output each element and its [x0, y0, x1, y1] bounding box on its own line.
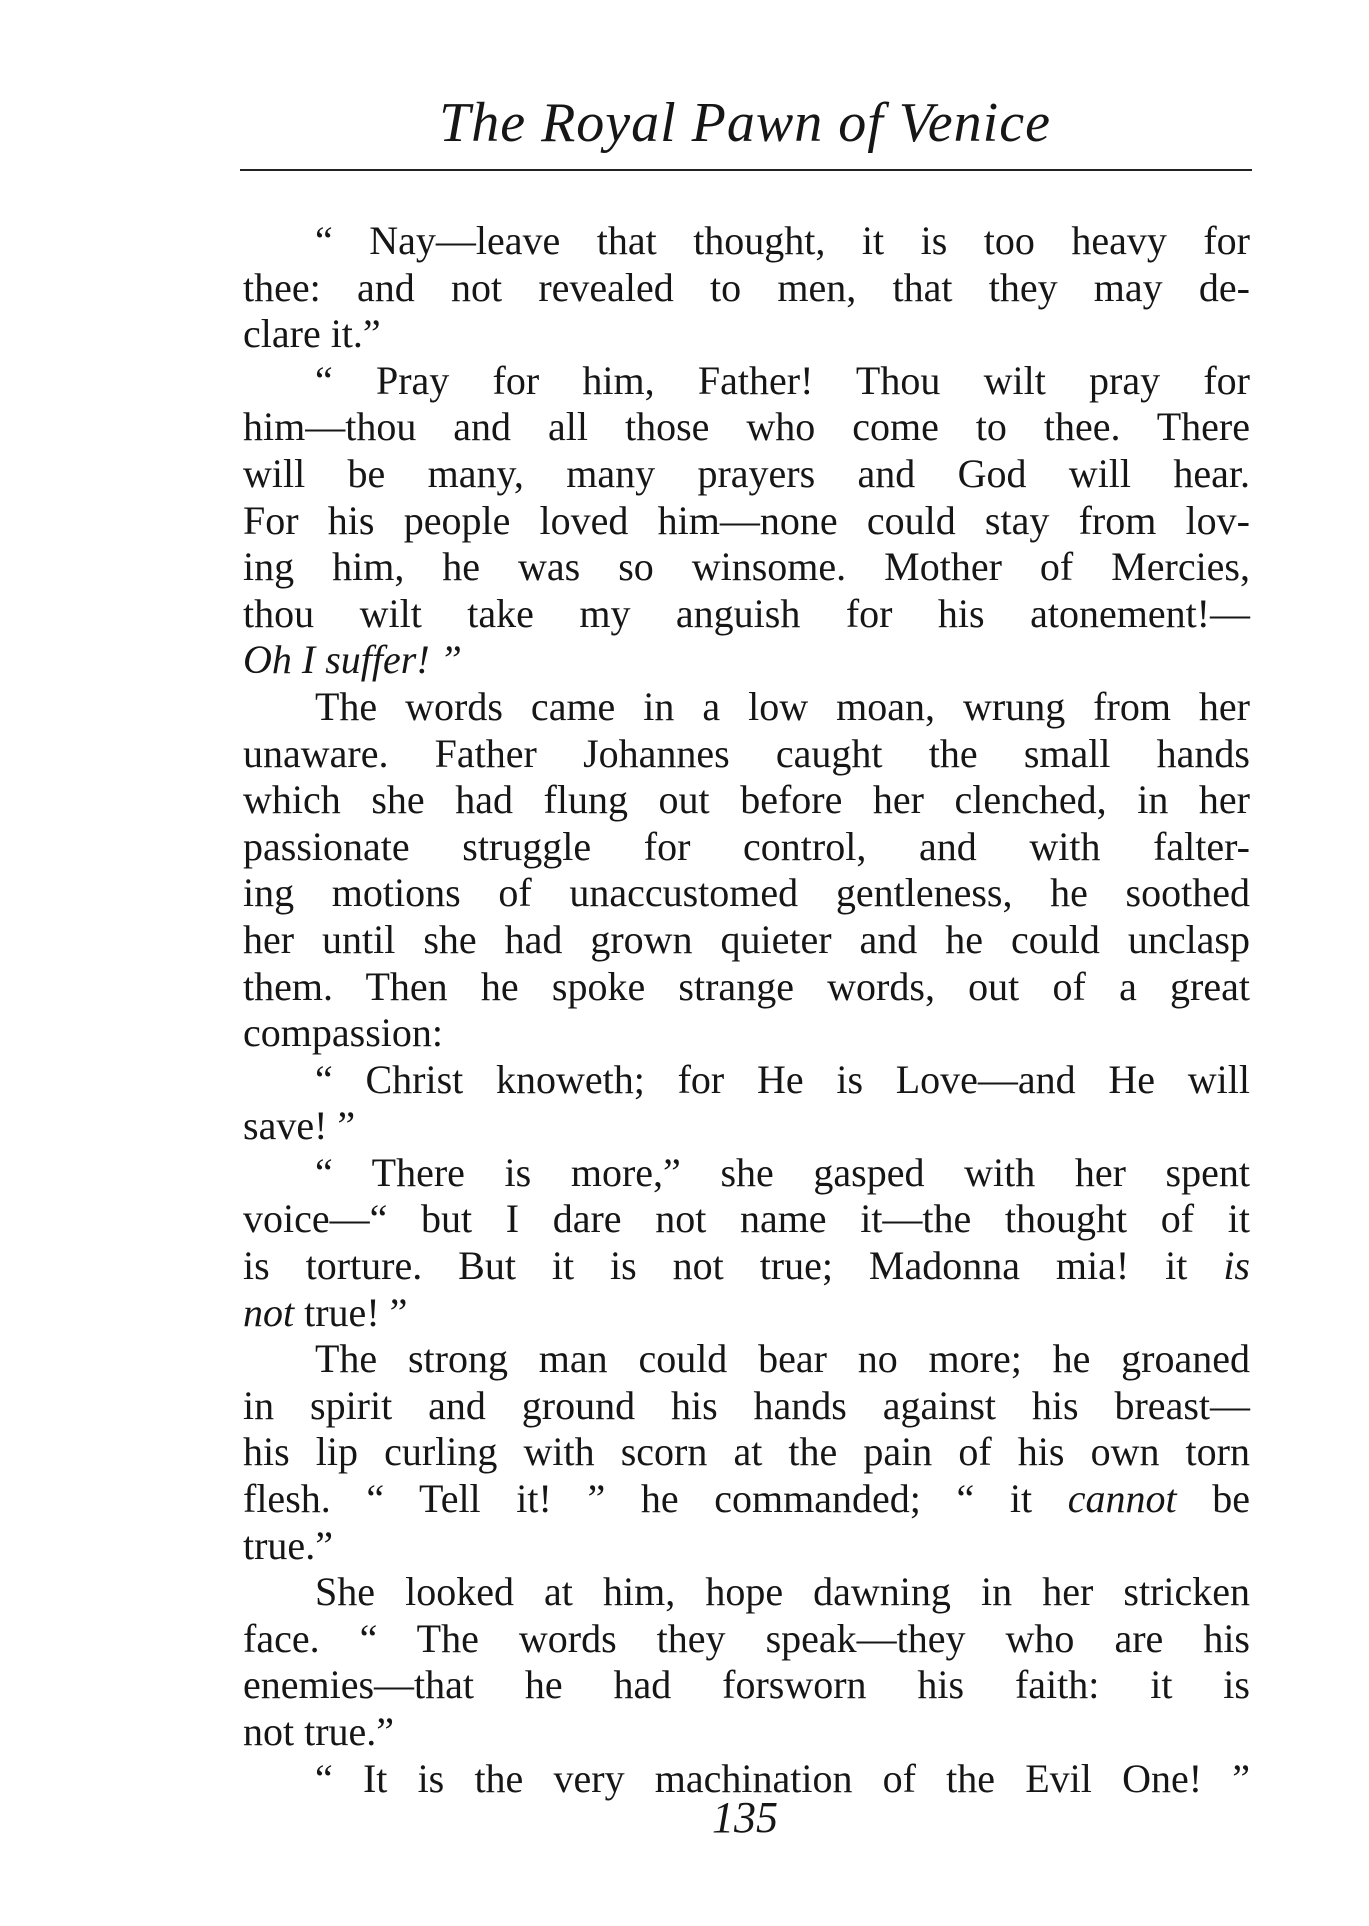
text-line: his lip curling with scorn at the pain of his own torn: [243, 1429, 1250, 1475]
header-rule: [240, 169, 1252, 171]
text-line: her until she had grown quieter and he could unclasp: [243, 916, 1250, 962]
text-line: voice—“ but I dare not name it—the thought of it: [243, 1196, 1250, 1242]
text-line: The strong man could bear no more; he groaned: [315, 1336, 1250, 1382]
text-line: “ There is more,” she gasped with her spent: [315, 1149, 1250, 1195]
running-head-title: The Royal Pawn of Venice: [439, 92, 1051, 154]
text-line: compassion:: [243, 1010, 443, 1056]
text-line: not true! ”: [243, 1289, 408, 1335]
text-line: passionate struggle for control, and with falter-: [243, 823, 1250, 869]
text-line: ing motions of unaccustomed gentleness, he soothed: [243, 870, 1250, 916]
text-line: true.”: [243, 1522, 333, 1568]
text-line: “ Nay—leave that thought, it is too heavy for: [315, 218, 1250, 263]
text-line: in spirit and ground his hands against his breast—: [243, 1382, 1250, 1428]
text-line: Oh I suffer! ”: [243, 637, 462, 683]
text-line: not true.”: [243, 1709, 395, 1754]
text-line: unaware. Father Johannes caught the small hands: [243, 730, 1250, 776]
text-line: is torture. But it is not true; Madonna mia! it is: [243, 1243, 1250, 1289]
text-line: “ Pray for him, Father! Thou wilt pray for: [315, 357, 1250, 403]
text-line: ing him, he was so winsome. Mother of Mercies,: [243, 544, 1250, 590]
text-line: save! ”: [243, 1103, 356, 1149]
text-line: For his people loved him—none could stay from lov-: [243, 497, 1250, 543]
text-line: She looked at him, hope dawning in her stricken: [315, 1569, 1250, 1615]
text-line: will be many, many prayers and God will hear.: [243, 450, 1250, 496]
text-line: The words came in a low moan, wrung from her: [315, 683, 1250, 729]
body-text: [243, 218, 1250, 1802]
text-line: him—thou and all those who come to thee. There: [243, 404, 1250, 450]
text-line: them. Then he spoke strange words, out of a great: [243, 963, 1250, 1009]
text-line: face. “ The words they speak—they who are his: [243, 1615, 1250, 1661]
text-line: “ It is the very machination of the Evil One! ”: [315, 1755, 1250, 1801]
text-line: which she had flung out before her clenched, in her: [243, 777, 1250, 823]
text-line: flesh. “ Tell it! ” he commanded; “ it cannot be: [243, 1476, 1250, 1522]
text-line: thee: and not revealed to men, that they may de-: [243, 264, 1250, 310]
text-line: enemies—that he had forsworn his faith: it is: [243, 1662, 1250, 1708]
text-line: clare it.”: [243, 311, 381, 357]
page-number: 135: [712, 1793, 778, 1842]
text-line: “ Christ knoweth; for He is Love—and He will: [315, 1056, 1250, 1102]
text-line: thou wilt take my anguish for his atonement!—: [243, 590, 1250, 636]
